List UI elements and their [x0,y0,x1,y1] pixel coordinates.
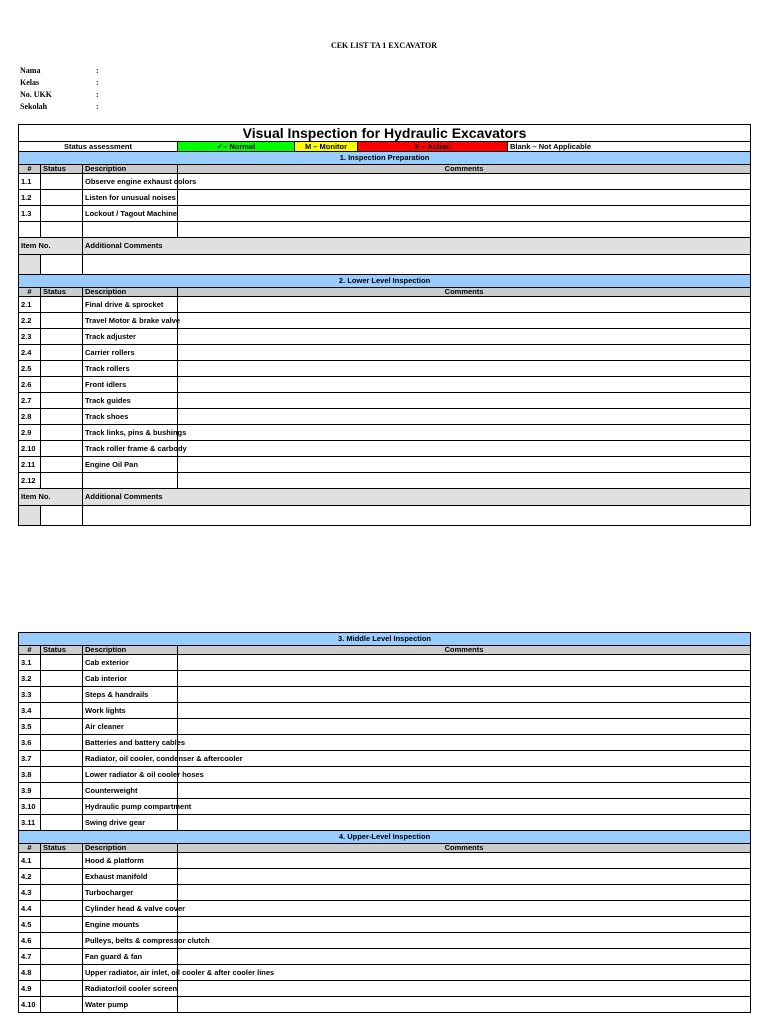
info-row-sekolah [20,101,99,113]
item-description: Steps & handrails [83,687,178,703]
checklist-row [19,313,751,329]
status-cell[interactable] [41,815,83,831]
status-cell[interactable] [41,735,83,751]
checklist-row [19,457,751,473]
item-number: 2.12 [19,473,41,489]
additional-comments-input[interactable] [83,255,751,275]
info-colon: : [96,66,99,75]
item-description: Front idlers [83,377,178,393]
item-description: Upper radiator, air inlet, oil cooler & after cooler lines [83,965,178,981]
comments-cell[interactable] [178,361,751,377]
item-number: 2.11 [19,457,41,473]
checklist-row [19,869,751,885]
checklist-row [19,190,751,206]
item-no-label: Item No. [19,489,83,506]
checklist-row [19,409,751,425]
item-description: Radiator, oil cooler, condenser & aftercooler [83,751,178,767]
item-description: Travel Motor & brake valve [83,313,178,329]
comments-cell[interactable] [178,313,751,329]
status-cell[interactable] [41,409,83,425]
section-header-s1 [19,152,751,165]
item-number: 2.10 [19,441,41,457]
item-description: Turbocharger [83,885,178,901]
item-description: Air cleaner [83,719,178,735]
comments-cell[interactable] [178,853,751,869]
column-header-row [19,288,751,297]
item-number: 3.5 [19,719,41,735]
checklist-row [19,719,751,735]
checklist-row [19,799,751,815]
item-number: 4.2 [19,869,41,885]
item-number: 3.10 [19,799,41,815]
comments-cell[interactable] [178,174,751,190]
item-number: 2.6 [19,377,41,393]
item-description: Engine Oil Pan [83,457,178,473]
legend-action: X – Action [358,142,508,152]
comments-cell[interactable] [178,949,751,965]
item-description: Pulleys, belts & compressor clutch [83,933,178,949]
additional-comments-input[interactable] [83,506,751,526]
comments-cell[interactable] [178,206,751,222]
comments-cell[interactable] [178,687,751,703]
checklist-row [19,933,751,949]
item-number: 4.7 [19,949,41,965]
col-header-status: Status [41,646,83,655]
comments-cell[interactable] [178,997,751,1013]
item-number: 1.1 [19,174,41,190]
item-number: 4.3 [19,885,41,901]
col-header-status: Status [41,288,83,297]
info-row-no-ukk [20,89,99,101]
item-description: Hood & platform [83,853,178,869]
comments-cell[interactable] [178,441,751,457]
checklist-row [19,703,751,719]
section-title: 4. Upper-Level Inspection [19,831,751,844]
info-colon: : [96,78,99,87]
col-header-comments: Comments [178,844,751,853]
status-legend [19,142,751,152]
item-description: Exhaust manifold [83,869,178,885]
section-title: 1. Inspection Preparation [19,152,751,165]
item-number: 3.7 [19,751,41,767]
checklist-row [19,783,751,799]
status-cell[interactable] [41,393,83,409]
status-cell[interactable] [41,190,83,206]
item-description: Engine mounts [83,917,178,933]
status-cell[interactable] [41,222,83,238]
item-number: 3.3 [19,687,41,703]
legend-label: Status assessment [19,142,178,152]
comments-cell[interactable] [178,297,751,313]
status-cell[interactable] [41,425,83,441]
item-number: 4.8 [19,965,41,981]
comments-cell[interactable] [178,457,751,473]
item-description: Track roller frame & carbody [83,441,178,457]
item-description: Track adjuster [83,329,178,345]
comments-cell[interactable] [178,981,751,997]
comments-cell[interactable] [178,917,751,933]
item-description: Carrier rollers [83,345,178,361]
checklist-row [19,174,751,190]
item-number: 4.10 [19,997,41,1013]
item-number: 3.9 [19,783,41,799]
comments-cell[interactable] [178,345,751,361]
item-number: 2.4 [19,345,41,361]
legend-monitor: M – Monitor [295,142,358,152]
checklist-row [19,361,751,377]
status-cell[interactable] [41,687,83,703]
info-label: No. UKK [20,90,52,99]
col-header-description: Description [83,646,178,655]
section-header-s4 [19,831,751,844]
comments-cell[interactable] [178,655,751,671]
column-header-row [19,844,751,853]
status-cell[interactable] [41,965,83,981]
col-header-comments: Comments [178,646,751,655]
item-description: Observe engine exhaust colors [83,174,178,190]
blank-description [83,222,178,238]
status-cell[interactable] [41,703,83,719]
col-header-description: Description [83,844,178,853]
item-number: 3.2 [19,671,41,687]
status-cell[interactable] [41,719,83,735]
item-no-cell[interactable] [19,255,41,275]
item-no-input-cell[interactable] [41,506,83,526]
status-cell[interactable] [41,345,83,361]
item-description: Batteries and battery cables [83,735,178,751]
inspection-table-part-1 [18,124,751,526]
checklist-row [19,853,751,869]
checklist-row [19,949,751,965]
col-header-description: Description [83,288,178,297]
item-description: Listen for unusual noises [83,190,178,206]
column-header-row [19,165,751,174]
status-cell[interactable] [41,174,83,190]
item-number: 1.2 [19,190,41,206]
col-header-status: Status [41,165,83,174]
item-number: 2.1 [19,297,41,313]
checklist-row [19,377,751,393]
item-description: Lower radiator & oil cooler hoses [83,767,178,783]
section-header-s2 [19,275,751,288]
comments-cell[interactable] [178,751,751,767]
checklist-row [19,885,751,901]
comments-cell[interactable] [178,783,751,799]
comments-cell[interactable] [178,799,751,815]
status-cell[interactable] [41,981,83,997]
student-info [20,65,99,113]
item-number: 2.9 [19,425,41,441]
status-cell[interactable] [41,655,83,671]
item-number: 4.5 [19,917,41,933]
checklist-row [19,655,751,671]
checklist-row [19,751,751,767]
form-title: Visual Inspection for Hydraulic Excavators [19,125,751,142]
item-no-label: Item No. [19,238,83,255]
inspection-table-part-2 [18,632,751,1013]
checklist-row [19,345,751,361]
status-cell[interactable] [41,901,83,917]
info-row-kelas [20,77,99,89]
status-cell[interactable] [41,917,83,933]
status-cell[interactable] [41,853,83,869]
document-title: CEK LIST TA 1 EXCAVATOR [330,41,438,50]
blank-row [19,222,751,238]
item-number: 4.9 [19,981,41,997]
item-number: 1.3 [19,206,41,222]
item-number: 3.6 [19,735,41,751]
col-header-num: # [19,844,41,853]
status-cell[interactable] [41,377,83,393]
comments-cell[interactable] [178,409,751,425]
item-number: 2.7 [19,393,41,409]
additional-comments-row [19,506,751,526]
status-cell[interactable] [41,751,83,767]
item-description: Track shoes [83,409,178,425]
comments-cell[interactable] [178,671,751,687]
status-cell[interactable] [41,933,83,949]
info-colon: : [96,102,99,111]
col-header-comments: Comments [178,165,751,174]
comments-cell[interactable] [178,885,751,901]
checklist-row [19,997,751,1013]
item-description: Track links, pins & bushings [83,425,178,441]
item-number: 4.4 [19,901,41,917]
status-cell[interactable] [41,457,83,473]
status-cell[interactable] [41,441,83,457]
checklist-row [19,671,751,687]
status-cell[interactable] [41,313,83,329]
item-no-input-cell[interactable] [41,255,83,275]
status-cell[interactable] [41,206,83,222]
checklist-row [19,965,751,981]
info-row-nama [20,65,99,77]
status-cell[interactable] [41,671,83,687]
checklist-row [19,735,751,751]
item-number: 2.5 [19,361,41,377]
column-header-row [19,646,751,655]
checklist-row [19,901,751,917]
additional-comments-label: Additional Comments [83,489,751,506]
item-description: Swing drive gear [83,815,178,831]
checklist-row [19,767,751,783]
comments-cell[interactable] [178,425,751,441]
item-description: Cab exterior [83,655,178,671]
item-description: Track guides [83,393,178,409]
info-label: Sekolah [20,102,48,111]
info-colon: : [96,90,99,99]
item-number: 4.6 [19,933,41,949]
item-description: Final drive & sprocket [83,297,178,313]
legend-blank: Blank – Not Applicable [508,142,751,152]
comments-cell[interactable] [178,190,751,206]
item-description: Hydraulic pump compartment [83,799,178,815]
comments-cell[interactable] [178,869,751,885]
comments-cell[interactable] [178,719,751,735]
item-description: Cab interior [83,671,178,687]
item-description: Work lights [83,703,178,719]
checklist-row [19,815,751,831]
item-description: Radiator/oil cooler screen [83,981,178,997]
comments-cell[interactable] [178,901,751,917]
status-cell[interactable] [41,297,83,313]
legend-normal: ✓– Normal [178,142,295,152]
section-header-s3 [19,633,751,646]
col-header-status: Status [41,844,83,853]
col-header-description: Description [83,165,178,174]
item-number: 2.8 [19,409,41,425]
item-description: Cylinder head & valve cover [83,901,178,917]
status-cell[interactable] [41,869,83,885]
additional-comments-header [19,238,751,255]
comments-cell[interactable] [178,933,751,949]
comments-cell[interactable] [178,735,751,751]
col-header-comments: Comments [178,288,751,297]
item-number: 3.11 [19,815,41,831]
comments-cell[interactable] [178,473,751,489]
item-description: Lockout / Tagout Machine [83,206,178,222]
checklist-row [19,687,751,703]
status-cell[interactable] [41,799,83,815]
additional-comments-header [19,489,751,506]
item-number: 2.3 [19,329,41,345]
item-number: 3.1 [19,655,41,671]
col-header-num: # [19,165,41,174]
checklist-row [19,981,751,997]
item-number: 4.1 [19,853,41,869]
status-cell[interactable] [41,885,83,901]
item-number: 3.8 [19,767,41,783]
item-number: 2.2 [19,313,41,329]
item-description: Water pump [83,997,178,1013]
info-label: Kelas [20,78,40,87]
comments-cell[interactable] [178,222,751,238]
item-description: Counterweight [83,783,178,799]
comments-cell[interactable] [178,815,751,831]
status-cell[interactable] [41,949,83,965]
item-description [83,473,178,489]
blank-cell [19,222,41,238]
comments-cell[interactable] [178,767,751,783]
checklist-row [19,297,751,313]
info-label: Nama [20,66,41,75]
status-cell[interactable] [41,361,83,377]
status-cell[interactable] [41,997,83,1013]
checklist-row [19,206,751,222]
comments-cell[interactable] [178,377,751,393]
status-cell[interactable] [41,767,83,783]
comments-cell[interactable] [178,393,751,409]
item-description: Track rollers [83,361,178,377]
comments-cell[interactable] [178,329,751,345]
checklist-row [19,425,751,441]
col-header-num: # [19,646,41,655]
status-cell[interactable] [41,329,83,345]
item-number: 3.4 [19,703,41,719]
status-cell[interactable] [41,783,83,799]
checklist-row [19,329,751,345]
checklist-row [19,393,751,409]
col-header-num: # [19,288,41,297]
status-cell[interactable] [41,473,83,489]
section-title: 3. Middle Level Inspection [19,633,751,646]
checklist-row [19,917,751,933]
section-title: 2. Lower Level Inspection [19,275,751,288]
item-description: Fan guard & fan [83,949,178,965]
checklist-row [19,441,751,457]
checklist-row [19,473,751,489]
comments-cell[interactable] [178,703,751,719]
item-no-cell[interactable] [19,506,41,526]
additional-comments-row [19,255,751,275]
additional-comments-label: Additional Comments [83,238,751,255]
